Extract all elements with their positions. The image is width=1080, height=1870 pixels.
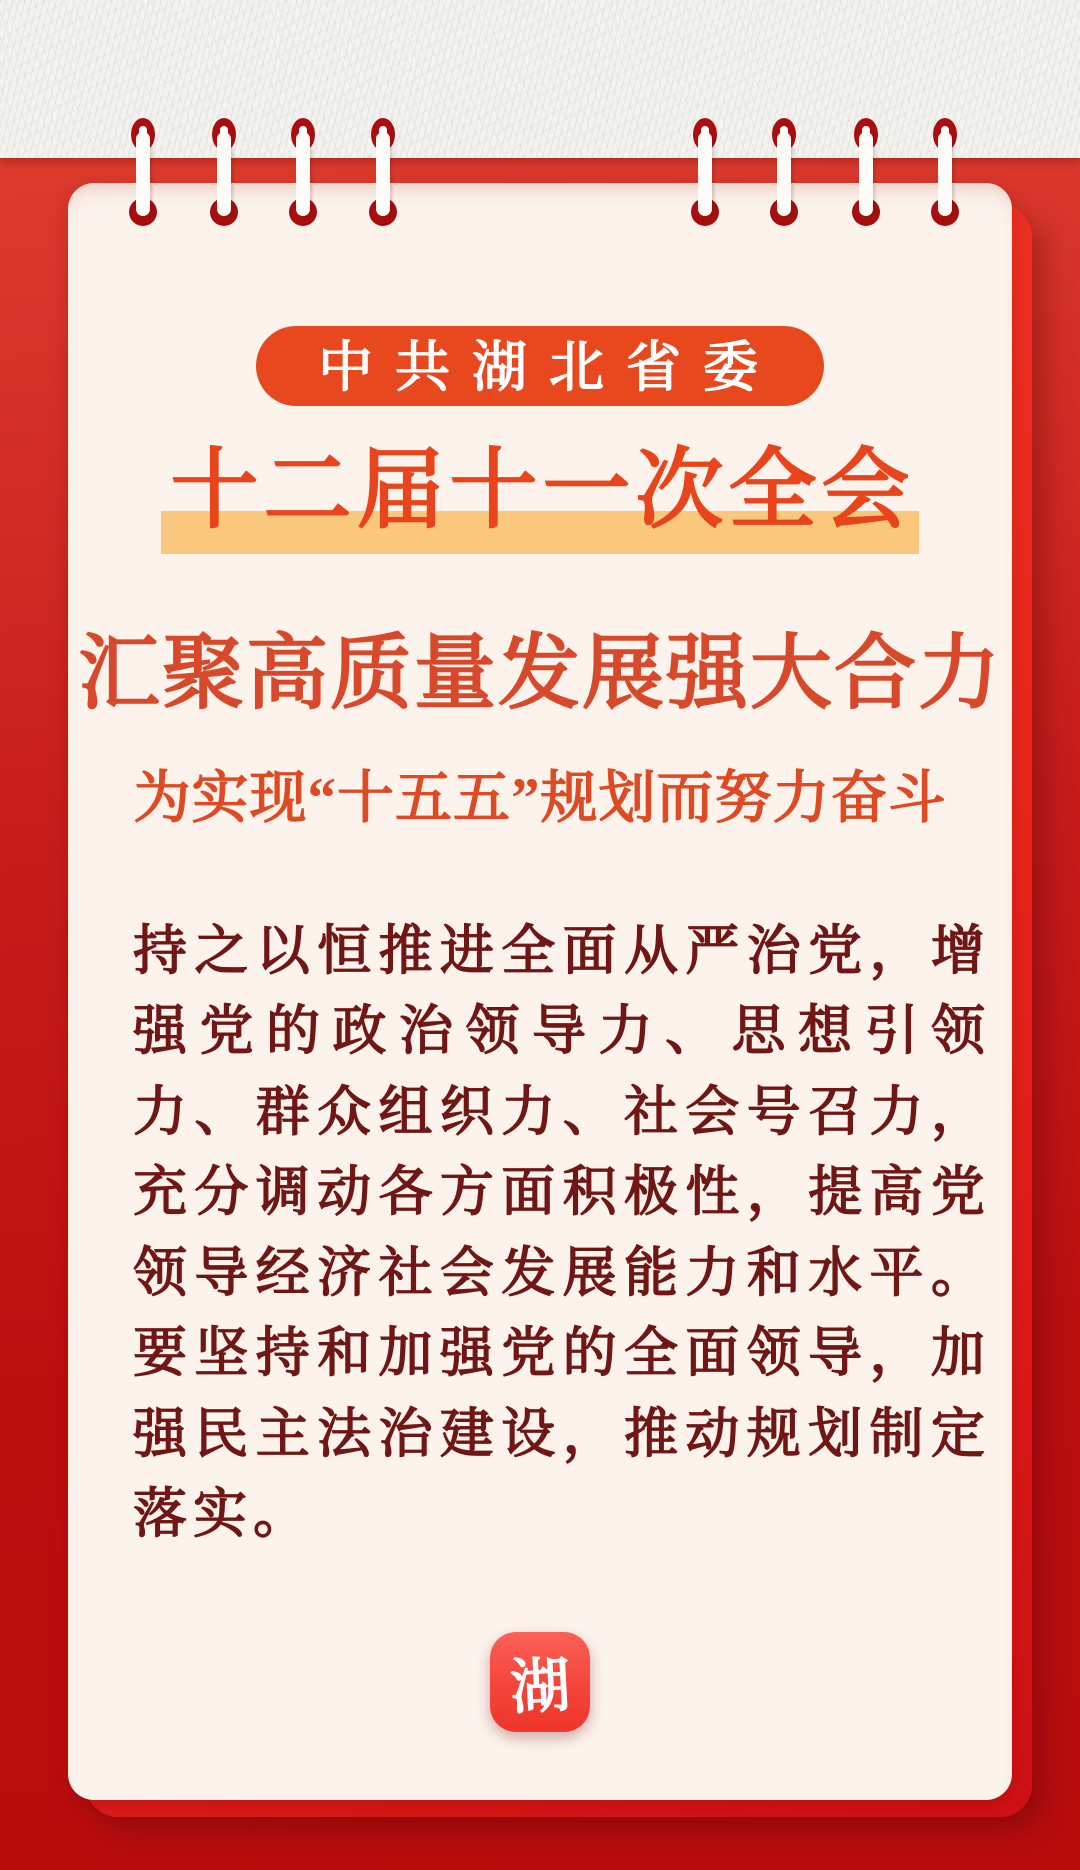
body-text-line: 落 实 。 [133, 1484, 307, 1545]
committee-badge: 中共湖北省委 [256, 326, 824, 406]
body-text-line: 强 民 主 法 治 建 设 ， 推 动 规 划 制 定 [133, 1403, 985, 1464]
main-heading: 汇聚高质量发展强大合力 [77, 628, 1002, 719]
body-text-line: 强 党 的 政 治 领 导 力 、 思 想 引 领 [133, 1001, 985, 1062]
body-text-line: 力 、 群 众 组 织 力 、 社 会 号 召 力 ， [133, 1081, 985, 1142]
hubei-app-logo [490, 1632, 590, 1732]
body-text-line: 领 导 经 济 社 会 发 展 能 力 和 水 平 。 [133, 1242, 985, 1303]
plenary-title-text: 十二届十一次全会 [161, 420, 918, 554]
sub-heading: 为实现“十五五”规划而努力奋斗 [133, 767, 947, 830]
body-text-line: 持 之 以 恒 推 进 全 面 从 严 治 党 ， 增 [133, 920, 985, 981]
body-text-line: 充 分 调 动 各 方 面 积 极 性 ， 提 高 党 [133, 1162, 985, 1223]
hubei-logo-glyph: 湖 [508, 1652, 572, 1722]
plenary-title [0, 420, 1080, 554]
body-text-line: 要 坚 持 和 加 强 党 的 全 面 领 导 ， 加 [133, 1323, 985, 1384]
body-paragraph [133, 906, 985, 1550]
